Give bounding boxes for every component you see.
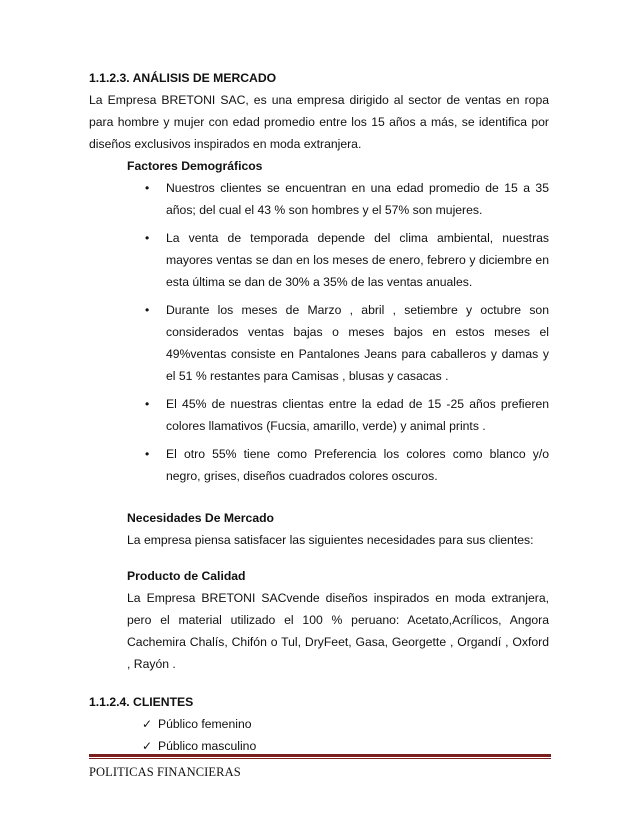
- footer-title: POLITICAS FINANCIERAS: [89, 765, 241, 779]
- list-item: • El otro 55% tiene como Preferencia los colores como blanco y/o negro, grises, diseños cuadrados colores oscuros.: [145, 443, 549, 487]
- clientes-item-label: Público masculino: [158, 739, 257, 753]
- producto-text: La Empresa BRETONI SACvende diseños inspirados en moda extranjera, pero el material utilizado el 100 % peruano: Acetato,Acrílicos, Angora Cachemira Chalís, Chifón o Tul, DryFeet, Gasa, Georgette , Organdí , Oxford , Rayón .: [127, 591, 549, 671]
- clientes-item-label: Público femenino: [158, 717, 252, 731]
- factores-title: Factores Demográficos: [127, 159, 263, 173]
- section-title-clientes: 1.1.2.4. CLIENTES: [89, 695, 194, 709]
- check-mark-icon: ✓: [142, 717, 153, 731]
- producto-title: Producto de Calidad: [127, 569, 246, 583]
- list-item: • Nuestros clientes se encuentran en una edad promedio de 15 a 35 años; del cual el 43 % son hombres y el 57% son mujeres.: [145, 177, 549, 221]
- list-item: • El 45% de nuestras clientas entre la edad de 15 -25 años prefieren colores llamativos (Fucsia, amarillo, verde) y animal prints .: [145, 393, 549, 437]
- section-title-analisis-mercado: 1.1.2.3. ANÁLISIS DE MERCADO: [89, 71, 277, 85]
- factores-demograficos-section: [127, 155, 549, 675]
- spacer: [127, 551, 549, 565]
- clientes-list: [142, 713, 549, 757]
- necesidades-text: La empresa piensa satisfacer las siguientes necesidades para sus clientes:: [127, 533, 534, 547]
- intro-paragraph: La Empresa BRETONI SAC, es una empresa dirigido al sector de ventas en ropa para hombre y mujer con edad promedio entre los 15 años a más, se identifica por diseños exclusivos inspirados en moda extranjera.: [89, 93, 549, 151]
- check-mark-icon: ✓: [142, 739, 153, 753]
- necesidades-title: Necesidades De Mercado: [127, 511, 274, 525]
- document-body: [89, 67, 549, 757]
- spacer: [127, 493, 549, 507]
- spacer: [89, 675, 549, 691]
- factores-list: [145, 177, 549, 487]
- list-item: • Durante los meses de Marzo , abril , setiembre y octubre son considerados ventas bajas o meses bajos en estos meses el 49%ventas consiste en Pantalones Jeans para caballeros y damas y el 51 % restantes para Camisas , blusas y casacas .: [145, 299, 549, 387]
- list-item: • La venta de temporada depende del clima ambiental, nuestras mayores ventas se dan en los meses de enero, febrero y diciembre en esta última se dan de 30% a 35% de las ventas anuales.: [145, 227, 549, 293]
- footer-rule-thin: [89, 758, 551, 759]
- list-item: [142, 713, 549, 735]
- footer-rule-thick: [89, 754, 551, 757]
